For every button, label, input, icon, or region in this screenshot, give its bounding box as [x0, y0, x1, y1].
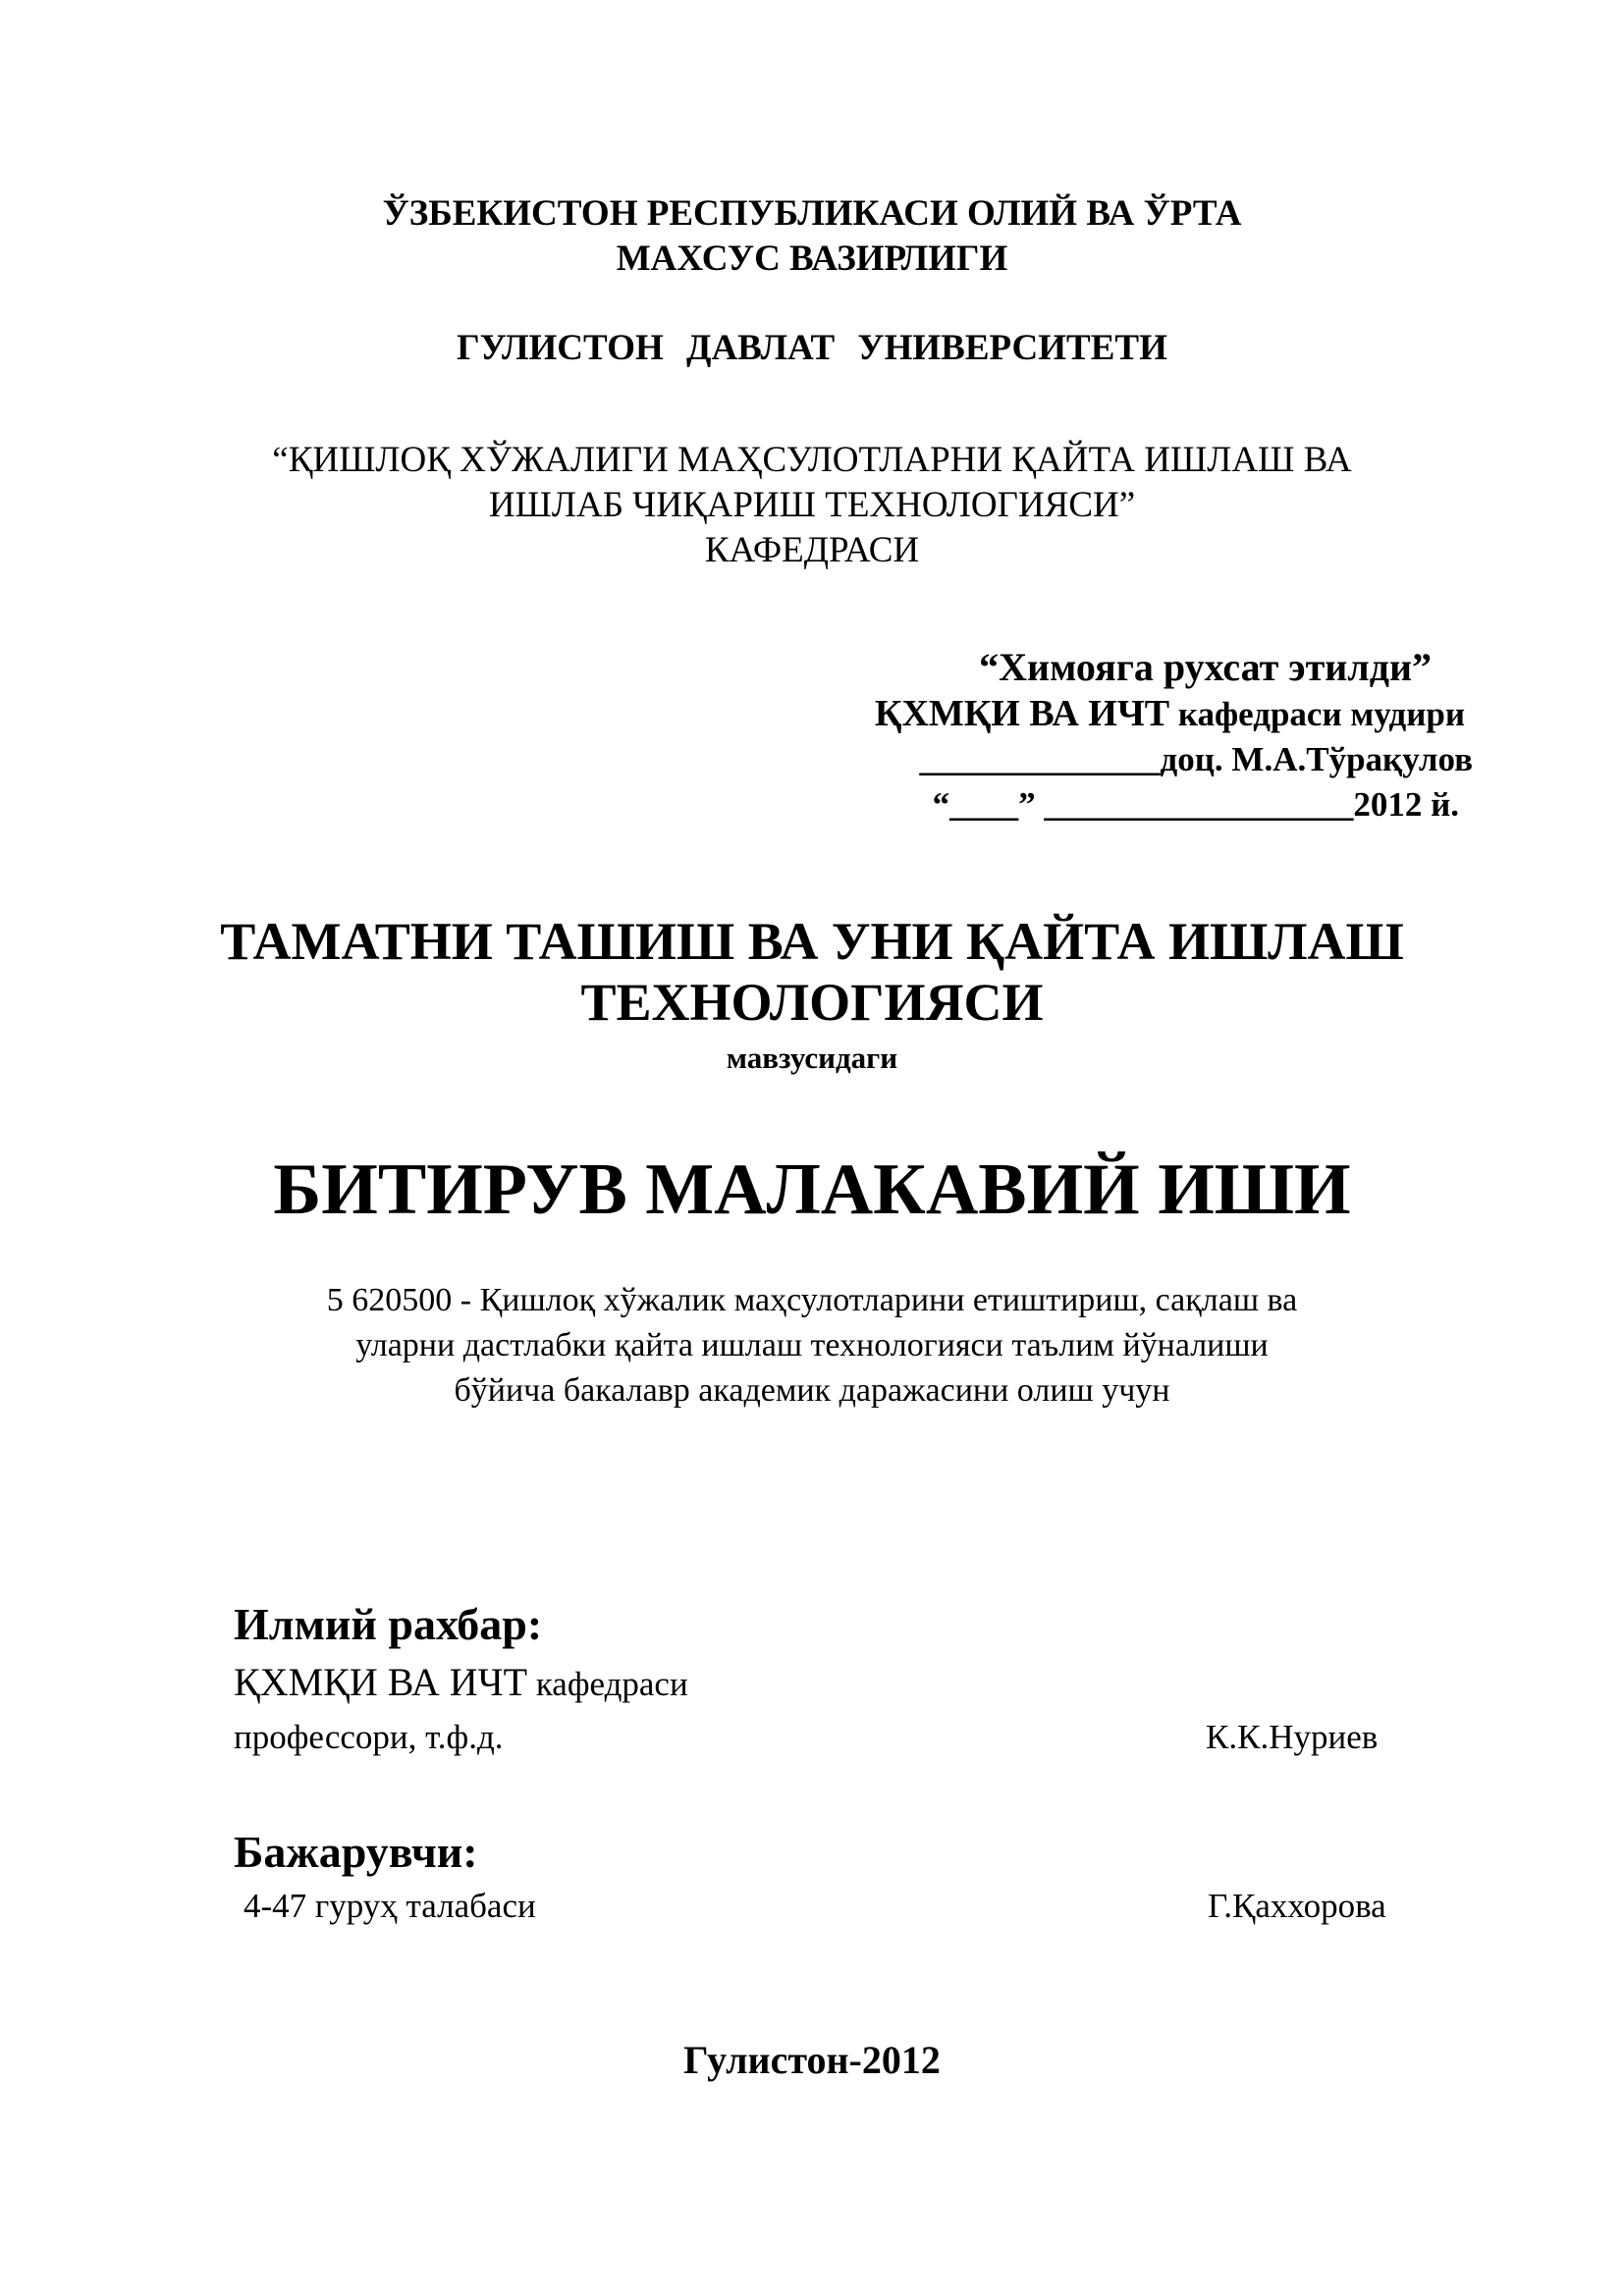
approval-dept-abbrev: ҚХМҚИ ВА ИЧТ — [874, 693, 1170, 734]
approval-head-of-department — [776, 691, 1483, 737]
approval-block — [776, 644, 1483, 828]
performer-label: Бажарувчи: — [234, 1827, 478, 1877]
purpose-line-3: бўйича бакалавр академик даражасини олиш учун — [454, 1372, 1170, 1409]
topic-line-2: ТЕХНОЛОГИЯСИ — [580, 973, 1044, 1032]
thesis-title: БИТИРУВ МАЛАКАВИЙ ИШИ — [273, 1149, 1351, 1230]
ministry-line-2: МАХСУС ВАЗИРЛИГИ — [616, 239, 1008, 279]
purpose-line-1: 5 620500 - Қишлоқ хўжалик маҳсулотларини етиштириш, сақлаш ва — [326, 1282, 1298, 1318]
ministry-title — [0, 191, 1624, 282]
purpose-line-2: уларни дастлабки қайта ишлаш технологияси таълим йўналиши — [355, 1327, 1269, 1363]
supervisor-name: К.К.Нуриев — [1206, 1718, 1379, 1756]
supervisor-dept-word: кафедраси — [527, 1665, 688, 1703]
supervisor-dept-abbrev: ҚХМҚИ ВА ИЧТ — [234, 1660, 528, 1704]
supervisor-position: профессори, т.ф.д. — [234, 1718, 504, 1756]
approval-date-line: “____” __________________2012 й. — [932, 785, 1459, 824]
approval-dept-role: кафедраси мудири — [1169, 695, 1465, 733]
ministry-line-1: ЎЗБЕКИСТОН РЕСПУБЛИКАСИ ОЛИЙ ВА ЎРТА — [382, 193, 1242, 234]
supervisor-department — [234, 1659, 688, 1705]
supervisor-label: Илмий рахбар: — [234, 1599, 543, 1649]
department-line-1: “ҚИШЛОҚ ХЎЖАЛИГИ МАҲСУЛОТЛАРНИ ҚАЙТА ИШЛАШ ВА — [272, 440, 1352, 480]
city-year: Гулистон-2012 — [683, 2038, 941, 2082]
degree-purpose — [0, 1278, 1624, 1414]
thesis-topic — [0, 911, 1624, 1033]
performer-name: Г.Қаххорова — [1208, 1887, 1386, 1925]
department-title — [0, 438, 1624, 573]
department-line-2: ИШЛАБ ЧИҚАРИШ ТЕХНОЛОГИЯСИ” — [488, 485, 1136, 525]
topic-line-1: ТАМАТНИ ТАШИШ ВА УНИ ҚАЙТА ИШЛАШ — [220, 912, 1404, 971]
approval-heading: “Химояга рухсат этилди” — [979, 645, 1432, 689]
approval-signature-line: ______________доц. М.А.Тўрақулов — [919, 740, 1473, 778]
performer-group: 4-47 гуруҳ талабаси — [244, 1887, 536, 1925]
department-line-3: КАФЕДРАСИ — [704, 530, 920, 570]
topic-subtitle: мавзусидаги — [726, 1041, 898, 1075]
university-title: ГУЛИСТОН ДАВЛАТ УНИВЕРСИТЕТИ — [457, 328, 1167, 368]
